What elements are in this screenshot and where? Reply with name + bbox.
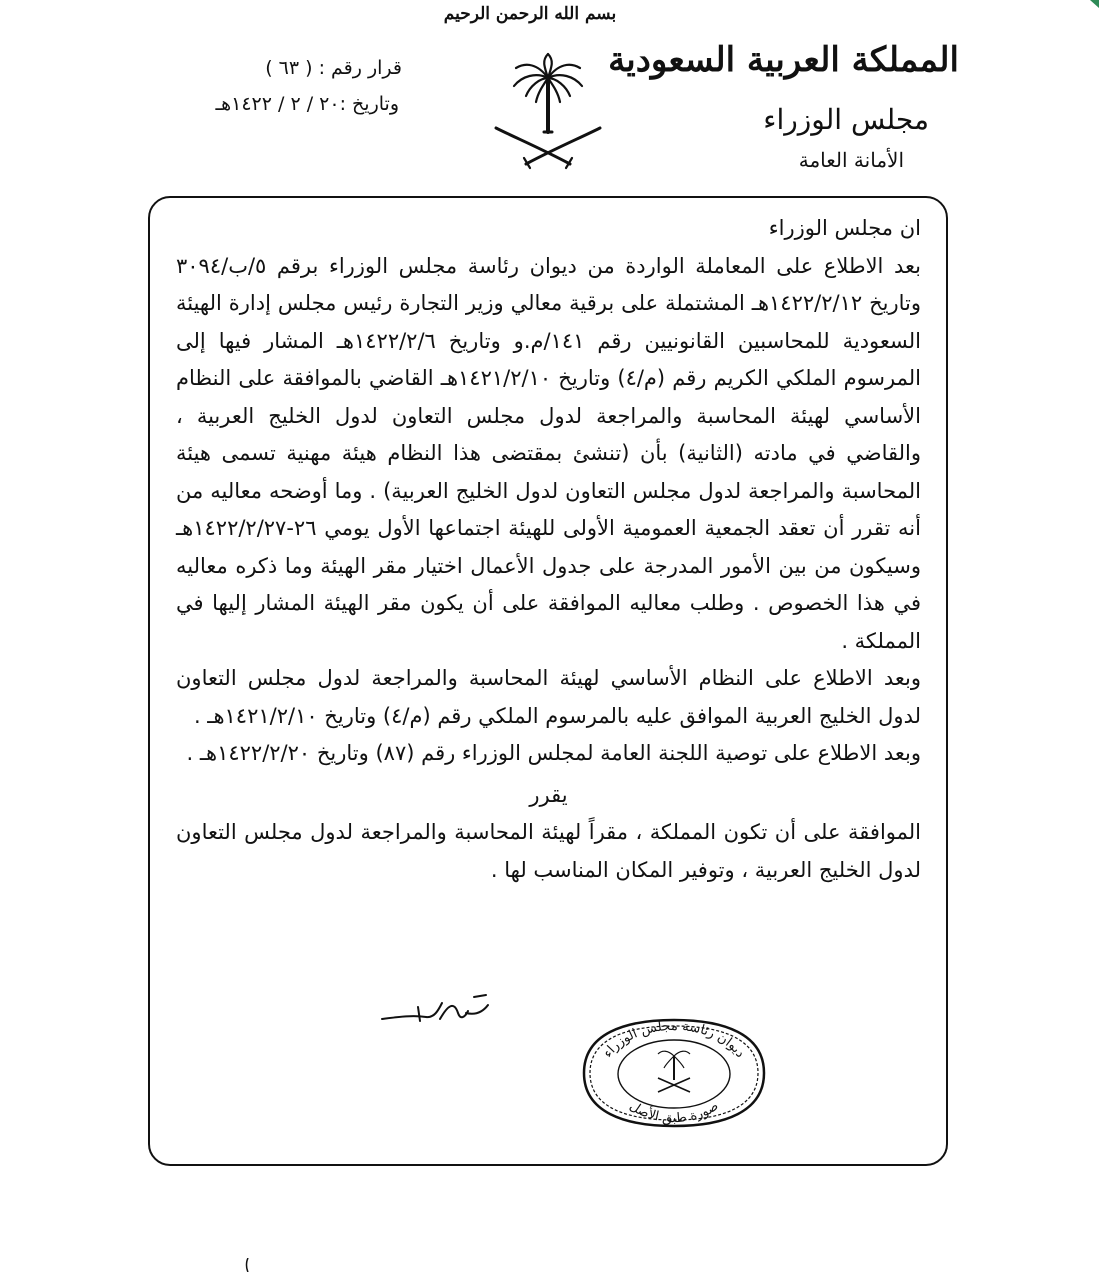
- seal-top-text: ديوان رئاسة مجلس الوزراء: [600, 1018, 748, 1061]
- decision-body: [176, 210, 921, 889]
- page-mark: [244, 1258, 252, 1272]
- council-title: مجلس الوزراء: [763, 103, 929, 136]
- paragraph-transaction: بعد الاطلاع على المعاملة الواردة من ديوان رئاسة مجلس الوزراء برقم ٥/ب/٣٠٩٤ وتاريخ ١٤٢٢/٢/١٢هـ المشتملة على برقية معالي وزير التجارة رئيس مجلس إدارة الهيئة السعودية للمحاسبين القانونيين رقم ١٤١/م.و وتاريخ ١٤٢٢/٢/٦هـ المشار فيها إلى المرسوم الملكي الكريم رقم (م/٤) وتاريخ ١٤٢١/٢/١٠هـ القاضي بالموافقة على النظام الأساسي لهيئة المحاسبة والمراجعة لدول مجلس التعاون لدول الخليج العربية ، والقاضي في مادته (الثانية) بأن (تنشئ بمقتضى هذا النظام هيئة مهنية تسمى هيئة المحاسبة والمراجعة لدول مجلس التعاون لدول الخليج العربية) . وما أوضحه معاليه من أنه تقرر أن تعقد الجمعية العمومية الأولى للهيئة اجتماعها الأول يومي ٢٦-١٤٢٢/٢/٢٧هـ وسيكون من بين الأمور المدرجة على جدول الأعمال اختيار مقر الهيئة وما ذكره معاليه في هذا الخصوص . وطلب معاليه الموافقة على أن يكون مقر الهيئة المشار إليها في المملكة .: [176, 253, 922, 653]
- seal-bottom-text: صورة طبق الأصل: [626, 1098, 722, 1127]
- corner-mark: [1090, 0, 1099, 8]
- paragraph-recommendation: وبعد الاطلاع على توصية اللجنة العامة لمجلس الوزراء رقم (٨٧) وتاريخ ١٤٢٢/٢/٢٠هـ .: [186, 741, 921, 765]
- signature: [378, 993, 498, 1027]
- decision-text: الموافقة على أن تكون المملكة ، مقراً لهيئة المحاسبة والمراجعة لدول مجلس التعاون لدول الخليج العربية ، وتوفير المكان المناسب لها .: [176, 820, 921, 882]
- palm-swords-emblem: [492, 52, 604, 172]
- resolves-heading: يقرر: [529, 782, 568, 807]
- secretariat-title: الأمانة العامة: [798, 148, 904, 172]
- decision-number: قرار رقم : ( ٦٣ ): [265, 57, 402, 79]
- opening-line: ان مجلس الوزراء: [768, 216, 921, 240]
- basmala: بسم الله الرحمن الرحيم: [443, 4, 617, 24]
- paragraph-statute: وبعد الاطلاع على النظام الأساسي لهيئة المحاسبة والمراجعة لدول مجلس التعاون لدول الخليج العربية الموافق عليه بالمرسوم الملكي رقم (م/٤) وتاريخ ١٤٢١/٢/١٠هـ .: [176, 666, 921, 728]
- svg-text:صورة طبق الأصل: [627, 1099, 722, 1127]
- official-seal: [574, 1014, 774, 1132]
- kingdom-title: المملكة العربية السعودية: [608, 40, 959, 80]
- decision-date: وتاريخ :٢٠ / ٢ / ١٤٢٢هـ: [215, 93, 399, 115]
